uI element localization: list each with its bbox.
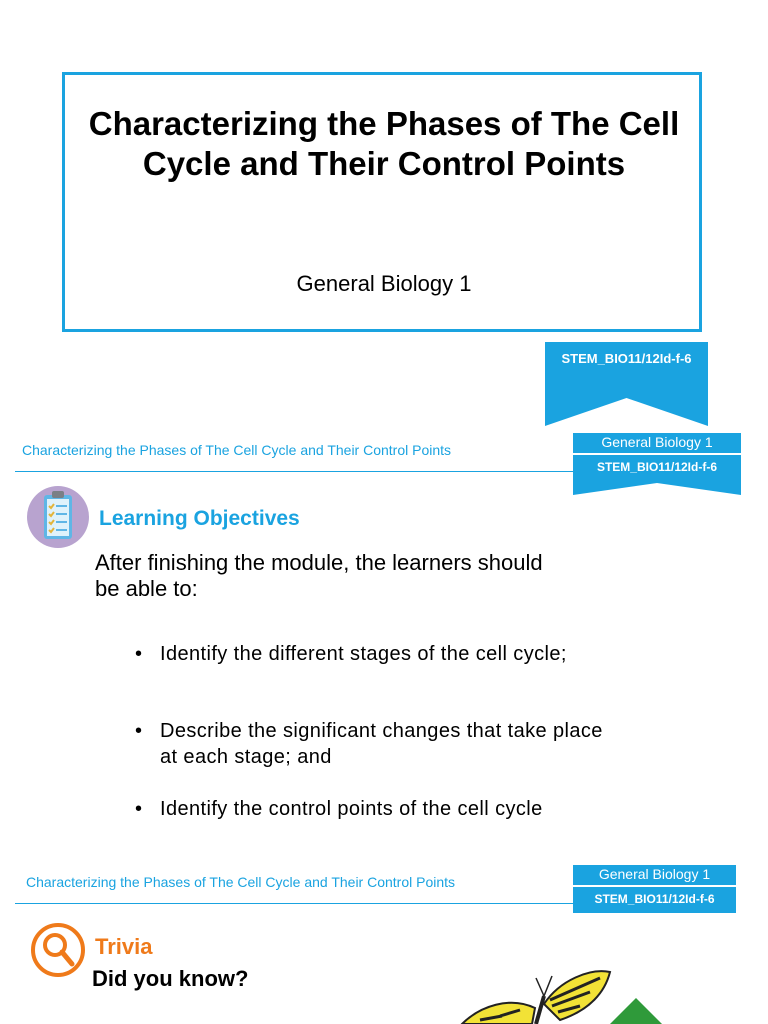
objective-item [135, 641, 605, 667]
competency-code: STEM_BIO11/12Id-f-6 [596, 460, 718, 474]
magnifier-icon [30, 922, 86, 978]
course-ribbon-label: General Biology 1 [573, 433, 741, 453]
competency-code: STEM_BIO11/12Id-f-6 [573, 887, 736, 913]
butterfly-illustration [440, 960, 670, 1024]
trivia-subtitle: Did you know? [92, 966, 249, 991]
slide-header-title: Characterizing the Phases of The Cell Cycle and Their Control Points [26, 874, 456, 890]
bullet-dot: • [135, 643, 143, 665]
clipboard-checklist-icon [27, 486, 89, 548]
slide-header-title: Characterizing the Phases of The Cell Cycle and Their Control Points [22, 442, 452, 458]
objective-text: Identify the control points of the cell cycle [160, 798, 543, 820]
section-title: Trivia [95, 934, 153, 959]
bullet-dot: • [135, 720, 143, 742]
header-divider [15, 903, 575, 904]
objective-item [135, 718, 625, 770]
slide-title: Characterizing the Phases of The Cell Cycle and Their Control Points [88, 105, 680, 182]
objectives-intro: After finishing the module, the learners should be able to: [95, 550, 543, 601]
competency-code: STEM_BIO11/12Id-f-6 [561, 351, 692, 366]
objective-text: Describe the significant changes that take place at each stage; and [160, 720, 603, 768]
header-divider [15, 471, 575, 472]
course-ribbon-label: General Biology 1 [573, 865, 736, 885]
objective-text: Identify the different stages of the cell cycle; [160, 643, 567, 665]
objective-item [135, 796, 635, 822]
bullet-dot: • [135, 798, 143, 820]
section-title: Learning Objectives [99, 507, 300, 530]
course-name: General Biology 1 [296, 271, 472, 296]
